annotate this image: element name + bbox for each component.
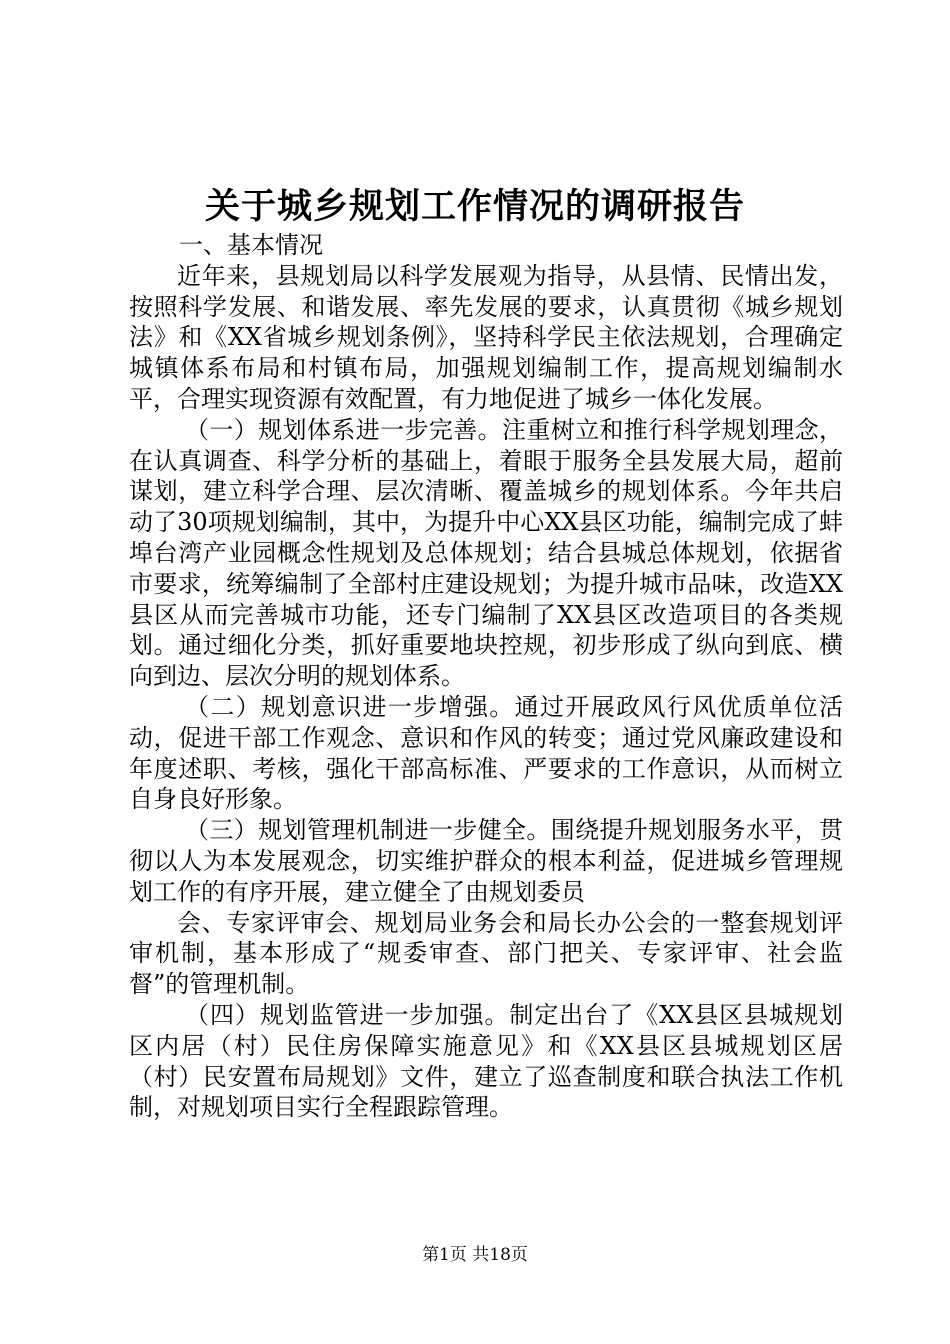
page-footer: 第1页 共18页: [422, 1245, 528, 1265]
paragraph-planning-awareness: （二）规划意识进一步增强。通过开展政风行风优质单位活动，促进干部工作观念、意识和作风的转变；通过党风廉政建设和年度述职、考核，强化干部高标准、严要求的工作意识，从而树立自身良好形象。: [129, 692, 843, 814]
document-title: 关于城乡规划工作情况的调研报告: [204, 186, 745, 227]
document-body: [129, 230, 843, 1123]
section-heading: 一、基本情况: [179, 231, 323, 259]
paragraph-management-mechanism-cont: 会、专家评审会、规划局业务会和局长办公会的一整套规划评审机制，基本形成了“规委审查、部门把关、专家评审、社会监督”的管理机制。: [129, 908, 843, 999]
paragraph-intro: 近年来，县规划局以科学发展观为指导，从县情、民情出发，按照科学发展、和谐发展、率先发展的要求，认真贯彻《城乡规划法》和《XX省城乡规划条例》，坚持科学民主依法规划，合理确定城镇体系布局和村镇布局，加强规划编制工作，提高规划编制水平，合理实现资源有效配置，有力地促进了城乡一体化发展。: [129, 261, 843, 413]
paragraph-management-mechanism: （三）规划管理机制进一步健全。围绕提升规划服务水平，贯彻以人为本发展观念，切实维护群众的根本利益，促进城乡管理规划工作的有序开展，建立健全了由规划委员: [129, 816, 843, 906]
paragraph-planning-system: （一）规划体系进一步完善。注重树立和推行科学规划理念，在认真调查、科学分析的基础上，着眼于服务全县发展大局，超前谋划，建立科学合理、层次清晰、覆盖城乡的规划体系。今年共启动了30项规划编制，其中，为提升中心XX县区功能，编制完成了蚌埠台湾产业园概念性规划及总体规划；结合县城总体规划，依据省市要求，统筹编制了全部村庄建设规划；为提升城市品味，改造XX县区从而完善城市功能，还专门编制了XX县区改造项目的各类规划。通过细化分类，抓好重要地块控规，初步形成了纵向到底、横向到边、层次分明的规划体系。: [129, 415, 843, 691]
paragraph-supervision: （四）规划监管进一步加强。制定出台了《XX县区县城规划区内居（村）民住房保障实施意见》和《XX县区县城规划区居（村）民安置布局规划》文件，建立了巡查制度和联合执法工作机制，对规划项目实行全程跟踪管理。: [129, 1000, 843, 1122]
